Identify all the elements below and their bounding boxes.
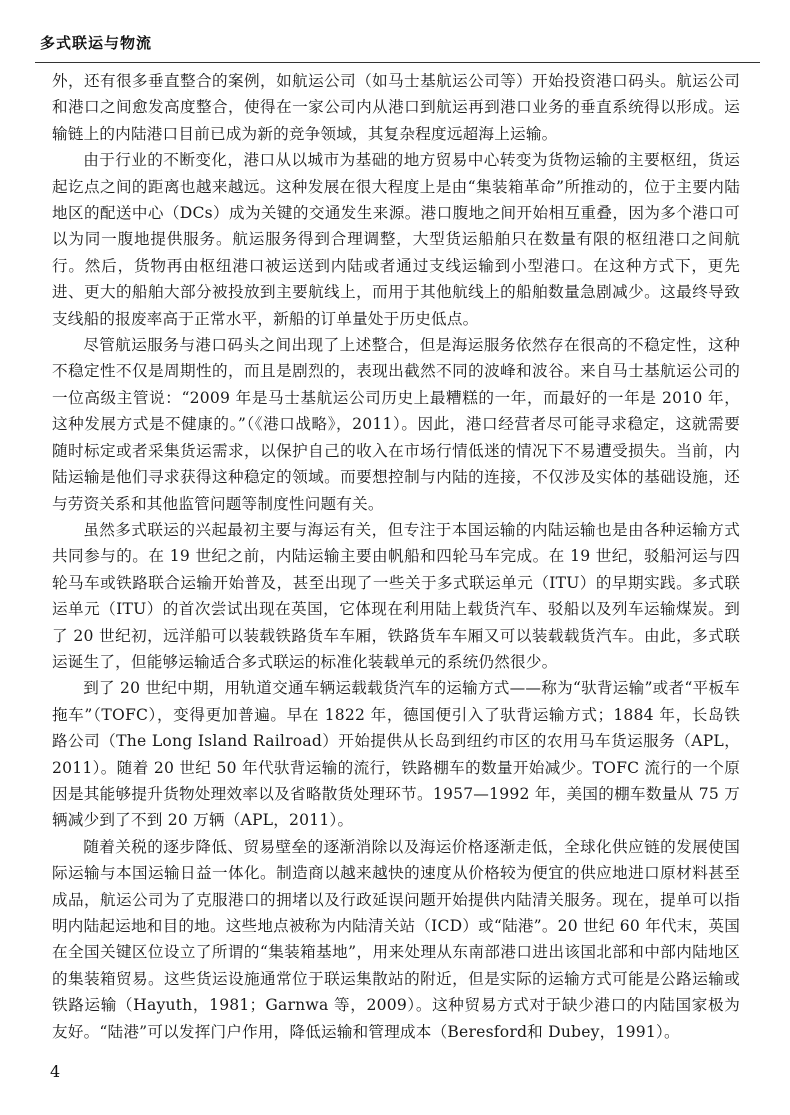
paragraph: 随着关税的逐步降低、贸易壁垒的逐渐消除以及海运价格逐渐走低，全球化供应链的发展使国际运输与本国运输日益一体化。制造商以越来越快的速度从价格较为便宜的供应地进口原材料甚至成品，航运公司为了克服港口的拥堵以及行政延误问题开始提供内陆清关服务。现在，提单可以指明内陆起运地和目的地。这些地点被称为内陆清关站（ICD）或“陆港”。20 世纪 60 年代末，英国在全国关键区位设立了所谓的“集装箱基地”，用来处理从东南部港口进出该国北部和中部内陆地区的集装箱贸易。这些货运设施通常位于联运集散站的附近，但是实际的运输方式可能是公路运输或铁路运输（Hayuth，1981；Garnwa 等，2009）。这种贸易方式对于缺少港口的内陆国家极为友好。“陆港”可以发挥门户作用，降低运输和管理成本（Beresford和 Dubey，1991）。 bbox=[52, 837, 740, 1041]
paragraph: 虽然多式联运的兴起最初主要与海运有关，但专注于本国运输的内陆运输也是由各种运输方式共同参与的。在 19 世纪之前，内陆运输主要由帆船和四轮马车完成。在 19 世纪，驳船河运与四轮马车或铁路联合运输开始普及，甚至出现了一些关于多式联运单元（ITU）的早期实践。多式联运单元（ITU）的首次尝试出现在英国，它体现在利用陆上载货汽车、驳船以及列车运输煤炭。到了 20 世纪初，远洋船可以装载铁路货车车厢，铁路货车车厢又可以装载载货汽车。由此，多式联运诞生了，但能够运输适合多式联运的标准化装载单元的系统仍然很少。 bbox=[52, 520, 740, 671]
paragraph-continued: 外，还有很多垂直整合的案例，如航运公司（如马士基航运公司等）开始投资港口码头。航运公司和港口之间愈发高度整合，使得在一家公司内从港口到航运再到港口业务的垂直系统得以形成。运输链上的内陆港口目前已成为新的竞争领域，其复杂程度远超海上运输。 bbox=[52, 72, 740, 143]
paragraph: 尽管航运服务与港口码头之间出现了上述整合，但是海运服务依然存在很高的不稳定性，这种不稳定性不仅是周期性的，而且是剧烈的，表现出截然不同的波峰和波谷。来自马士基航运公司的一位高级主管说：“2009 年是马士基航运公司历史上最糟糕的一年，而最好的一年是 2010 年，这种发展方式是不健康的。”（《港口战略》，2011）。因此，港口经营者尽可能寻求稳定，这就需要随时标定或者采集货运需求，以保护自己的收入在市场行情低迷的情况下不易遭受损失。当前，内陆运输是他们寻求获得这种稳定的领域。而要想控制与内陆的连接，不仅涉及实体的基础设施，还与劳资关系和其他监管问题等制度性问题有关。 bbox=[52, 336, 740, 513]
running-title: 多式联运与物流 bbox=[40, 34, 153, 52]
paragraph: 到了 20 世纪中期，用轨道交通车辆运载载货汽车的运输方式——称为“驮背运输”或者“平板车拖车”（TOFC），变得更加普遍。早在 1822 年，德国便引入了驮背运输方式；1884 年，长岛铁路公司（The Long Island Railroad）开始提供从长岛到纽约市区的农用马车货运服务（APL，2011）。随着 20 世纪 50 年代驮背运输的流行，铁路棚车的数量开始减少。TOFC 流行的一个原因是其能够提升货物处理效率以及省略散货处理环节。1957—1992 年，美国的棚车数量从 75 万辆减少到了不到 20 万辆（APL，2011）。 bbox=[52, 679, 740, 830]
header-rule bbox=[35, 62, 760, 63]
paragraph: 由于行业的不断变化，港口从以城市为基础的地方贸易中心转变为货物运输的主要枢纽，货运起讫点之间的距离也越来越远。这种发展在很大程度上是由“集装箱革命”所推动的，位于主要内陆地区的配送中心（DCs）成为关键的交通发生来源。港口腹地之间开始相互重叠，因为多个港口可以为同一腹地提供服务。航运服务得到合理调整，大型货运船舶只在数量有限的枢纽港口之间航行。然后，货物再由枢纽港口被运送到内陆或者通过支线运输到小型港口。在这种方式下，更先进、更大的船舶大部分被投放到主要航线上，而用于其他航线上的船舶数量急剧减少。这最终导致支线船的报废率高于正常水平，新船的订单量处于历史低点。 bbox=[52, 151, 740, 328]
body-text bbox=[52, 68, 740, 1045]
page-number: 4 bbox=[50, 1062, 61, 1081]
